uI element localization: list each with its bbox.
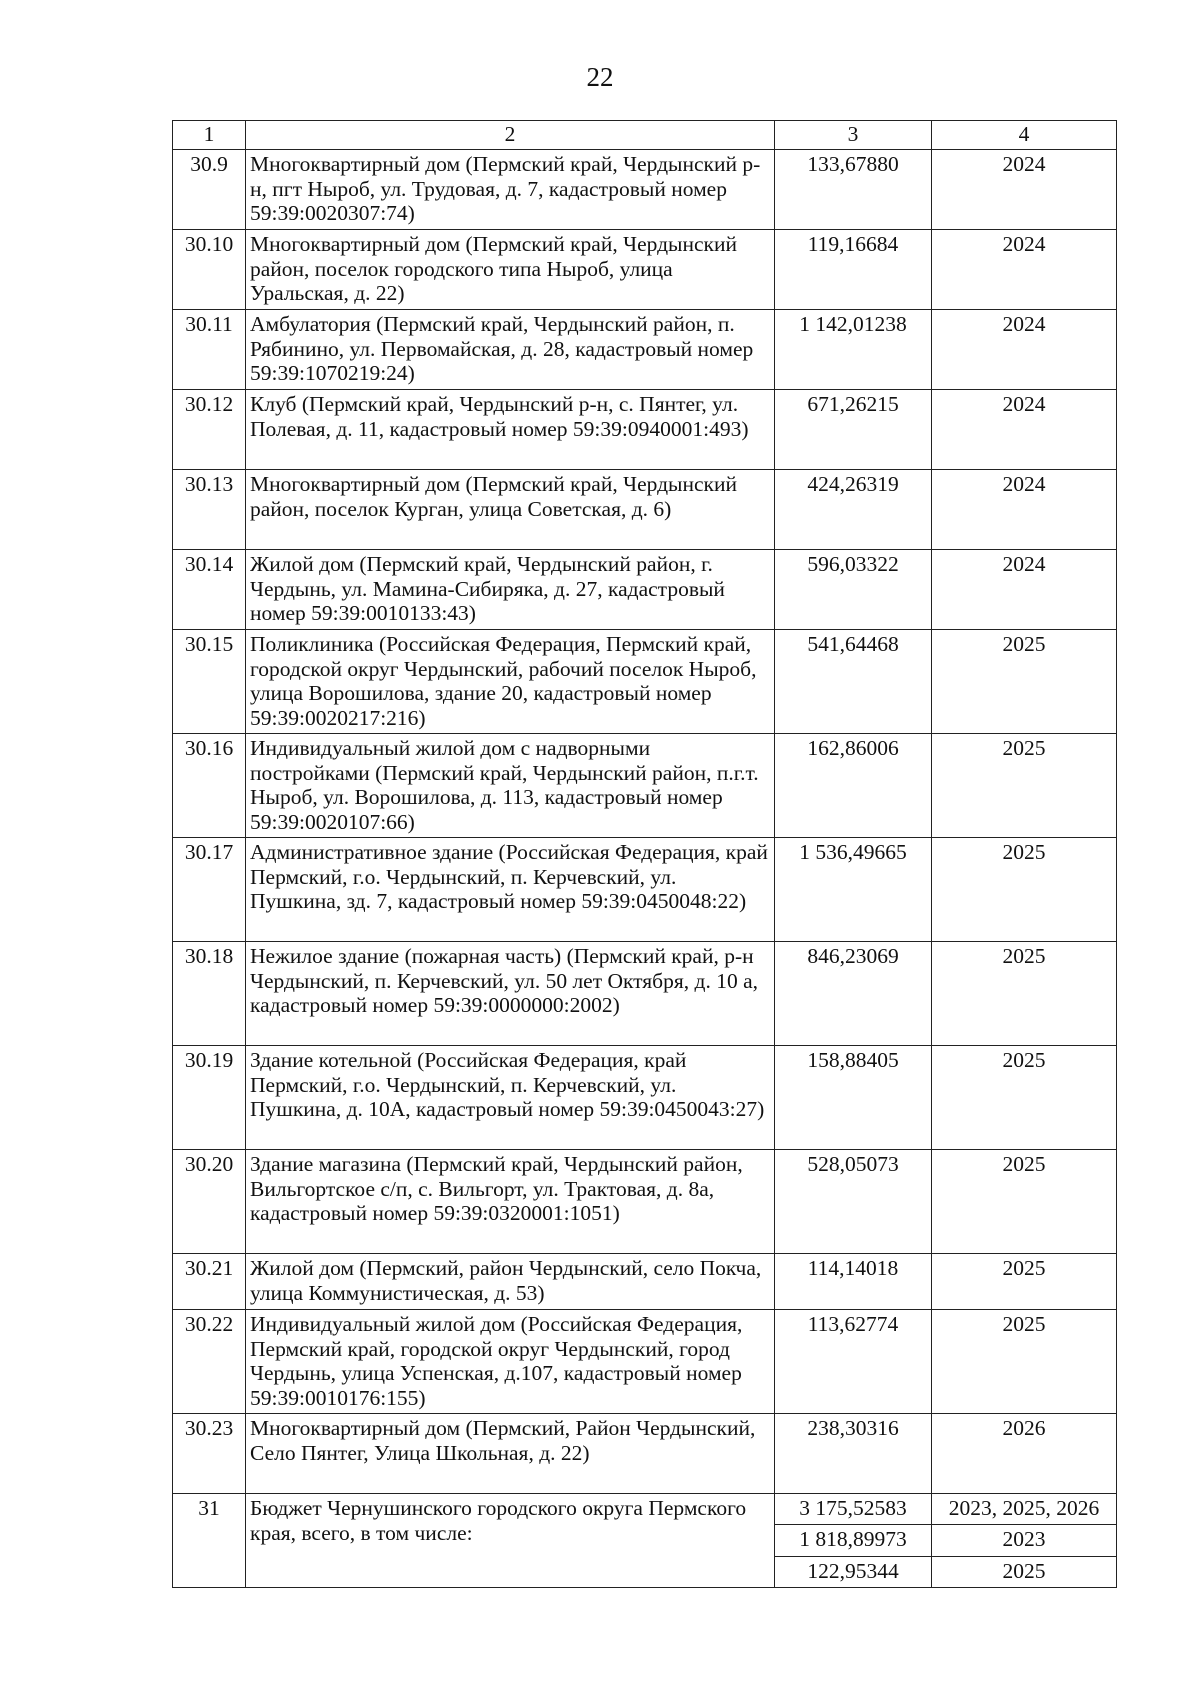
row-year: 2024 [932, 550, 1117, 630]
subrow-year: 2023 [932, 1525, 1117, 1556]
row-value: 541,64468 [775, 630, 932, 734]
row-number: 30.9 [173, 150, 246, 230]
row-description: Индивидуальный жилой дом с надворными постройками (Пермский край, Чердынский район, п.г.т. Ныроб, ул. Ворошилова, д. 113, кадастровый номер 59:39:0020107:66) [246, 734, 775, 838]
row-description: Нежилое здание (пожарная часть) (Пермский край, р-н Чердынский, п. Керчевский, ул. 50 лет Октября, д. 10 а, кадастровый номер 59:39:0000000:2002) [246, 942, 775, 1046]
row-number: 30.19 [173, 1046, 246, 1150]
row-number: 30.11 [173, 310, 246, 390]
row-number: 30.15 [173, 630, 246, 734]
row-description: Здание магазина (Пермский край, Чердынский район, Вильгортское с/п, с. Вильгорт, ул. Трактовая, д. 8а, кадастровый номер 59:39:0320001:1051) [246, 1150, 775, 1254]
row-description: Многоквартирный дом (Пермский край, Чердынский р-н, пгт Ныроб, ул. Трудовая, д. 7, кадастровый номер 59:39:0020307:74) [246, 150, 775, 230]
row-number: 30.21 [173, 1254, 246, 1310]
row-year: 2025 [932, 1310, 1117, 1414]
row-number: 30.14 [173, 550, 246, 630]
row-description: Жилой дом (Пермский, район Чердынский, село Покча, улица Коммунистическая, д. 53) [246, 1254, 775, 1310]
row-description: Индивидуальный жилой дом (Российская Федерация, Пермский край, городской округ Чердынский, город Чердынь, улица Успенская, д.107, кадастровый номер 59:39:0010176:155) [246, 1310, 775, 1414]
row-number: 31 [173, 1494, 246, 1588]
table-row [173, 942, 1117, 1046]
row-year: 2024 [932, 150, 1117, 230]
page-number: 22 [586, 62, 614, 92]
row-value: 113,62774 [775, 1310, 932, 1414]
column-header-3: 3 [775, 121, 932, 150]
row-value: 119,16684 [775, 230, 932, 310]
row-year: 2024 [932, 230, 1117, 310]
table-row-31 [173, 1494, 1117, 1525]
table-row [173, 390, 1117, 470]
row-year: 2024 [932, 310, 1117, 390]
row-value: 846,23069 [775, 942, 932, 1046]
row-description: Клуб (Пермский край, Чердынский р-н, с. Пянтег, ул. Полевая, д. 11, кадастровый номер 59:39:0940001:493) [246, 390, 775, 470]
column-header-2: 2 [246, 121, 775, 150]
row-number: 30.20 [173, 1150, 246, 1254]
subrow-year-total: 2023, 2025, 2026 [932, 1494, 1117, 1525]
row-year: 2025 [932, 1046, 1117, 1150]
row-description: Жилой дом (Пермский край, Чердынский район, г. Чердынь, ул. Мамина-Сибиряка, д. 27, кадастровый номер 59:39:0010133:43) [246, 550, 775, 630]
table-row [173, 230, 1117, 310]
table-row [173, 1254, 1117, 1310]
row-year: 2025 [932, 734, 1117, 838]
table-row [173, 734, 1117, 838]
table-row [173, 550, 1117, 630]
row-description: Многоквартирный дом (Пермский край, Чердынский район, поселок городского типа Ныроб, улица Уральская, д. 22) [246, 230, 775, 310]
row-description: Поликлиника (Российская Федерация, Пермский край, городской округ Чердынский, рабочий поселок Ныроб, улица Ворошилова, здание 20, кадастровый номер 59:39:0020217:216) [246, 630, 775, 734]
row-value: 1 142,01238 [775, 310, 932, 390]
table-row [173, 630, 1117, 734]
row-description: Здание котельной (Российская Федерация, край Пермский, г.о. Чердынский, п. Керчевский, ул. Пушкина, д. 10А, кадастровый номер 59:39:0450043:27) [246, 1046, 775, 1150]
row-year: 2025 [932, 1254, 1117, 1310]
row-value: 596,03322 [775, 550, 932, 630]
table-header-row [173, 121, 1117, 150]
row-description: Амбулатория (Пермский край, Чердынский район, п. Рябинино, ул. Первомайская, д. 28, кадастровый номер 59:39:1070219:24) [246, 310, 775, 390]
table-row [173, 150, 1117, 230]
subrow-value: 122,95344 [775, 1556, 932, 1587]
row-value: 162,86006 [775, 734, 932, 838]
row-number: 30.17 [173, 838, 246, 942]
row-number: 30.10 [173, 230, 246, 310]
row-year: 2024 [932, 390, 1117, 470]
row-number: 30.13 [173, 470, 246, 550]
row-year: 2025 [932, 1150, 1117, 1254]
row-number: 30.22 [173, 1310, 246, 1414]
row-number: 30.18 [173, 942, 246, 1046]
column-header-4: 4 [932, 121, 1117, 150]
table-row [173, 838, 1117, 942]
subrow-year: 2025 [932, 1556, 1117, 1587]
row-year: 2025 [932, 630, 1117, 734]
row-description: Административное здание (Российская Федерация, край Пермский, г.о. Чердынский, п. Керчевский, ул. Пушкина, зд. 7, кадастровый номер 59:39:0450048:22) [246, 838, 775, 942]
table-row [173, 1150, 1117, 1254]
row-number: 30.23 [173, 1414, 246, 1494]
budget-table [172, 120, 1117, 1588]
table-row [173, 1310, 1117, 1414]
table-row [173, 1046, 1117, 1150]
row-description: Многоквартирный дом (Пермский край, Чердынский район, поселок Курган, улица Советская, д. 6) [246, 470, 775, 550]
row-value: 238,30316 [775, 1414, 932, 1494]
row-year: 2024 [932, 470, 1117, 550]
row-number: 30.16 [173, 734, 246, 838]
table-row [173, 470, 1117, 550]
row-value: 528,05073 [775, 1150, 932, 1254]
row-description: Бюджет Чернушинского городского округа Пермского края, всего, в том числе: [246, 1494, 775, 1588]
column-header-1: 1 [173, 121, 246, 150]
subrow-value-total: 3 175,52583 [775, 1494, 932, 1525]
row-value: 133,67880 [775, 150, 932, 230]
row-value: 114,14018 [775, 1254, 932, 1310]
row-number: 30.12 [173, 390, 246, 470]
table-row [173, 310, 1117, 390]
table-row [173, 1414, 1117, 1494]
subrow-value: 1 818,89973 [775, 1525, 932, 1556]
row-year: 2026 [932, 1414, 1117, 1494]
row-value: 424,26319 [775, 470, 932, 550]
row-value: 671,26215 [775, 390, 932, 470]
row-year: 2025 [932, 838, 1117, 942]
row-year: 2025 [932, 942, 1117, 1046]
row-value: 1 536,49665 [775, 838, 932, 942]
row-description: Многоквартирный дом (Пермский, Район Чердынский, Село Пянтег, Улица Школьная, д. 22) [246, 1414, 775, 1494]
row-value: 158,88405 [775, 1046, 932, 1150]
